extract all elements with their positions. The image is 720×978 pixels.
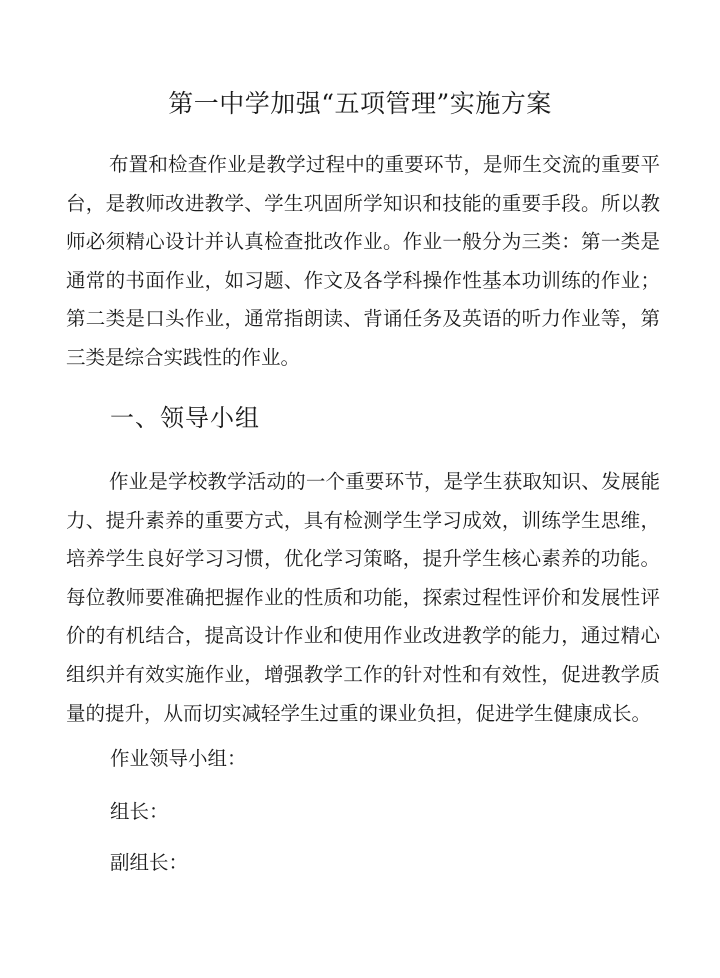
deputy-leader-label: 副组长：	[110, 851, 189, 874]
section-paragraph: 作业是学校教学活动的一个重要环节，是学生获取知识、发展能力、提升素养的重要方式，具有检测学生学习成效，训练学生思维，培养学生良好学习习惯，优化学习策略，提升学生核心素养的功能。每位教师要准确把握作业的性质和功能，探索过程性评价和发展性评价的有机结合，提高设计作业和使用作业改进教学的能力，通过精心组织并有效实施作业，增强教学工作的针对性和有效性，促进教学质量的提升，从而切实减轻学生过重的课业负担，促进学生健康成长。	[66, 470, 660, 725]
document-title: 第一中学加强“五项管理”实施方案	[168, 89, 552, 118]
group-label: 作业领导小组：	[110, 747, 247, 770]
leader-label: 组长：	[110, 800, 169, 823]
intro-paragraph: 布置和检查作业是教学过程中的重要环节，是师生交流的重要平台，是教师改进教学、学生巩固所学知识和技能的重要手段。所以教师必须精心设计并认真检查批改作业。作业一般分为三类：第一类是通常的书面作业，如习题、作文及各学科操作性基本功训练的作业；第二类是口头作业，通常指朗读、背诵任务及英语的听力作业等，第三类是综合实践性的作业。	[66, 153, 660, 369]
section-heading-leadership-group: 一、领导小组	[110, 404, 260, 432]
